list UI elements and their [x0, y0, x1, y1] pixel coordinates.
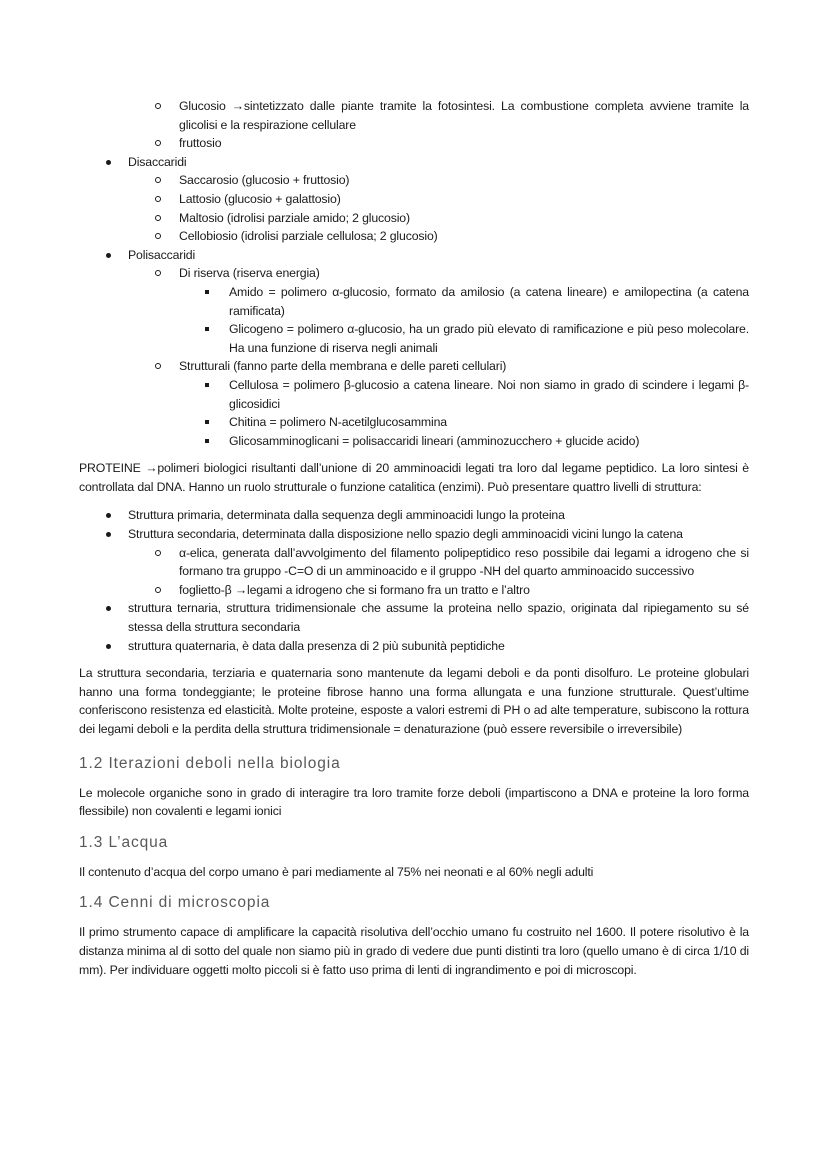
proteins-intro-paragraph: PROTEINE →polimeri biologici risultanti dall’unione di 20 amminoacidi legati tra loro dal legame peptidico. La loro sintesi è controllata dal DNA. Hanno un ruolo strutturale o funzione catalitica (enzimi). Può presentare quattro livelli di struttura:	[79, 461, 749, 494]
list-item-disaccaridi	[79, 153, 749, 172]
list-item-text: Struttura secondaria, determinata dalla disposizione nello spazio degli amminoacidi vicini lungo la catena	[128, 527, 683, 542]
list-item-text: Saccarosio (glucosio + fruttosio)	[179, 173, 350, 188]
square-bullet-icon	[205, 383, 209, 387]
square-bullet-icon	[205, 420, 209, 424]
list-item-secondary-structure	[79, 525, 749, 544]
list-item-saccarosio	[79, 171, 749, 190]
list-item-text: α-elica, generata dall’avvolgimento del filamento polipeptidico reso possibile dai legami a idrogeno che si formano tra gruppo -C=O di un amminoacido e il gruppo -NH del quarto amminoacido successivo	[179, 545, 749, 579]
list-item-amido	[79, 283, 749, 320]
list-item-text: Strutturali (fanno parte della membrana e delle pareti cellulari)	[179, 359, 507, 374]
circle-bullet-icon	[155, 233, 161, 239]
circle-bullet-icon	[155, 215, 161, 221]
list-item-text: Cellobiosio (idrolisi parziale cellulosa; 2 glucosio)	[179, 229, 438, 244]
list-item-quaternary-structure	[79, 637, 749, 656]
disc-bullet-icon	[106, 644, 111, 649]
list-item-text: Di riserva (riserva energia)	[179, 266, 320, 281]
list-item-maltosio	[79, 209, 749, 228]
section-heading-1-2: 1.2 Iterazioni deboli nella biologia	[79, 754, 341, 772]
list-item-di-riserva	[79, 264, 749, 283]
list-item-glucosio	[79, 97, 749, 134]
protein-structure-list	[79, 506, 749, 655]
list-item-text: fruttosio	[179, 136, 222, 151]
list-item-cellobiosio	[79, 227, 749, 246]
square-bullet-icon	[205, 439, 209, 443]
disc-bullet-icon	[106, 160, 111, 165]
list-item-lattosio	[79, 190, 749, 209]
circle-bullet-icon	[155, 140, 161, 146]
list-item-text: struttura quaternaria, è data dalla presenza di 2 più subunità peptidiche	[128, 638, 505, 653]
proteins-closing-paragraph: La struttura secondaria, terziaria e quaternaria sono mantenute da legami deboli e da ponti disolfuro. Le proteine globulari hanno una forma tondeggiante; le proteine fibrose hanno una forma allungata e una funzione strutturale. Quest’ultime conferiscono resistenza ed elasticità. Molte proteine, esposte a valori estremi di PH o ad alte temperature, subiscono la rottura dei legami deboli e la perdita della struttura tridimensionale = denaturazione (può essere reversibile o irreversibile)	[79, 666, 749, 736]
circle-bullet-icon	[155, 587, 161, 593]
list-item-text: Glicogeno = polimero α-glucosio, ha un grado più elevato di ramificazione e più peso molecolare. Ha una funzione di riserva negli animali	[229, 322, 749, 355]
list-item-text: Cellulosa = polimero β-glucosio a catena lineare. Noi non siamo in grado di scindere i legami β-glicosidici	[229, 377, 749, 411]
disc-bullet-icon	[106, 253, 111, 258]
list-item-glicogeno	[79, 320, 749, 357]
list-item-text: foglietto-β →legami a idrogeno che si formano fra un tratto e l’altro	[179, 582, 530, 597]
section-heading-1-3: 1.3 L’acqua	[79, 833, 169, 851]
disc-bullet-icon	[106, 532, 111, 537]
list-item-text: Maltosio (idrolisi parziale amido; 2 glucosio)	[179, 210, 410, 225]
list-item-cellulosa	[79, 376, 749, 413]
square-bullet-icon	[205, 327, 209, 331]
circle-bullet-icon	[155, 196, 161, 202]
circle-bullet-icon	[155, 103, 161, 109]
carbohydrate-list	[79, 97, 749, 450]
list-item-fruttosio	[79, 134, 749, 153]
square-bullet-icon	[205, 290, 209, 294]
section-1-4-body: Il primo strumento capace di amplificare la capacità risolutiva dell’occhio umano fu costruito nel 1600. Il potere risolutivo è la distanza minima al di sotto del quale non siamo più in grado di vedere due punti distinti tra loro (quello umano è di circa 1/10 di mm). Per individuare oggetti molto piccoli si è fatto uso prima di lenti di ingrandimento e poi di microscopi.	[79, 925, 749, 977]
list-item-text: Chitina = polimero N-acetilglucosammina	[229, 415, 447, 430]
list-item-text: Polisaccaridi	[128, 247, 196, 262]
list-item-text: Struttura primaria, determinata dalla sequenza degli amminoacidi lungo la proteina	[128, 508, 565, 523]
circle-bullet-icon	[155, 363, 161, 369]
list-item-primary-structure	[79, 506, 749, 525]
circle-bullet-icon	[155, 270, 161, 276]
disc-bullet-icon	[106, 513, 111, 518]
section-1-3-body: Il contenuto d’acqua del corpo umano è pari mediamente al 75% nei neonati e al 60% negli adulti	[79, 864, 594, 879]
list-item-beta-sheet	[79, 581, 749, 600]
list-item-text: struttura ternaria, struttura tridimensionale che assume la proteina nello spazio, originata dal ripiegamento su sé stessa della struttura secondaria	[128, 601, 749, 635]
circle-bullet-icon	[155, 550, 161, 556]
section-1-2-body: Le molecole organiche sono in grado di interagire tra loro tramite forze deboli (impartiscono a DNA e proteine la loro forma flessibile) non covalenti e legami ionici	[79, 785, 749, 819]
list-item-strutturali	[79, 357, 749, 376]
circle-bullet-icon	[155, 177, 161, 183]
list-item-text: Lattosio (glucosio + galattosio)	[179, 191, 341, 206]
list-item-text: Glucosio →sintetizzato dalle piante tramite la fotosintesi. La combustione completa avviene tramite la glicolisi e la respirazione cellulare	[179, 99, 749, 132]
section-heading-1-4: 1.4 Cenni di microscopia	[79, 894, 271, 912]
list-item-text: Amido = polimero α-glucosio, formato da amilosio (a catena lineare) e amilopectina (a catena ramificata)	[229, 284, 749, 318]
list-item-alpha-helix	[79, 544, 749, 581]
disc-bullet-icon	[106, 606, 111, 611]
list-item-chitina	[79, 413, 749, 432]
list-item-polisaccaridi	[79, 246, 749, 265]
list-item-text: Disaccaridi	[128, 154, 187, 169]
list-item-tertiary-structure	[79, 599, 749, 636]
document-page	[79, 97, 749, 979]
list-item-text: Glicosamminoglicani = polisaccaridi lineari (amminozucchero + glucide acido)	[229, 433, 640, 448]
list-item-glicosamminoglicani	[79, 432, 749, 451]
